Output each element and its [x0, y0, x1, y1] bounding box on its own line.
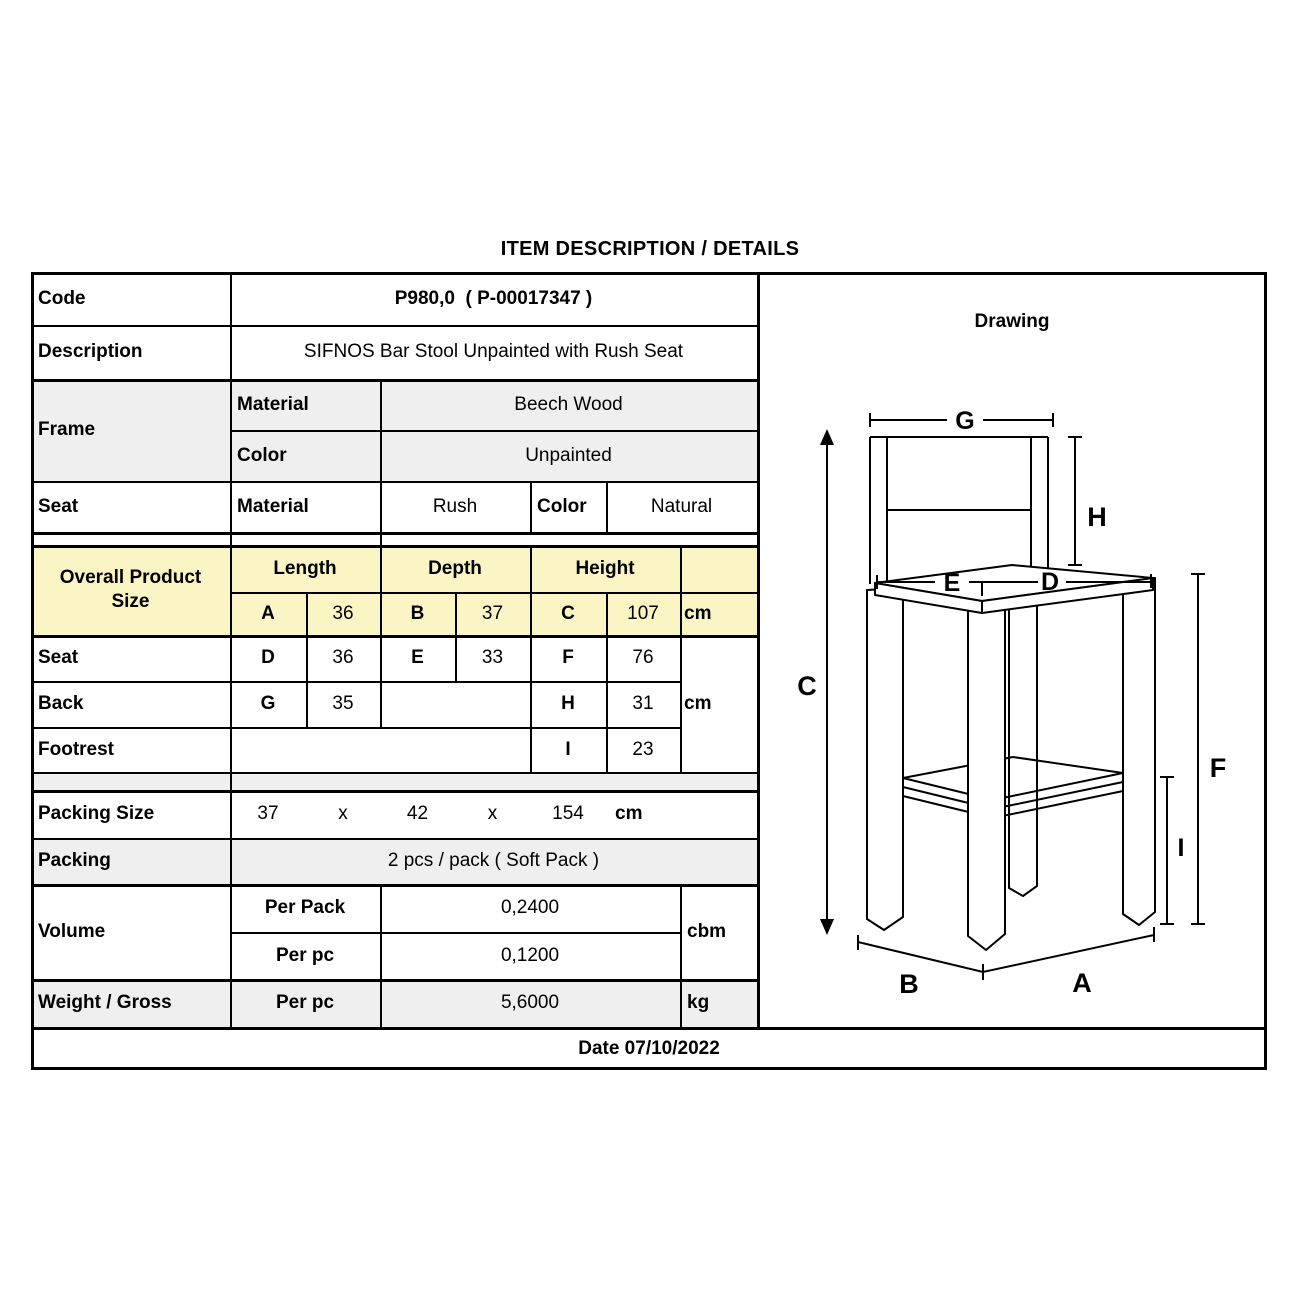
dim-value-A: 36	[332, 602, 354, 624]
dim-letter-D: D	[261, 647, 275, 668]
drawing-title: Drawing	[974, 311, 1050, 332]
dim-label-A: A	[1072, 968, 1092, 998]
stool-back-leg	[1009, 604, 1037, 896]
frame-material-label: Material	[237, 393, 309, 415]
height-header: Height	[575, 557, 635, 579]
seat-material-value: Rush	[432, 495, 478, 517]
overall-unit: cm	[684, 602, 712, 624]
dim-value-I: 23	[632, 738, 654, 760]
volume-per-pc-label: Per pc	[275, 944, 335, 966]
shaded-band	[31, 772, 757, 790]
dim-line-F	[1191, 574, 1205, 924]
dim-label-I: I	[1177, 834, 1185, 862]
size-unit-cm: cm	[684, 692, 712, 714]
frame-label: Frame	[38, 419, 96, 440]
dim-value-C: 107	[627, 602, 659, 624]
packing-size-unit: cm	[615, 803, 643, 824]
dim-label-D: D	[1040, 568, 1060, 596]
back-label: Back	[38, 693, 84, 714]
packing-size-v1: 37	[257, 803, 279, 824]
stool-right-leg	[1123, 578, 1155, 925]
seat-material-label: Material	[237, 495, 309, 517]
code-label: Code	[38, 287, 86, 309]
volume-per-pc-value: 0,1200	[500, 944, 560, 966]
dim-value-F: 76	[632, 647, 654, 668]
description-value: SIFNOS Bar Stool Unpainted with Rush Seat	[303, 341, 684, 362]
packing-size-label: Packing Size	[38, 803, 155, 824]
volume-per-pack-label: Per Pack	[264, 897, 346, 918]
weight-label: Weight / Gross	[38, 992, 172, 1013]
stool-drawing	[757, 272, 1267, 1027]
dim-letter-B: B	[410, 602, 425, 624]
seat-color-value: Natural	[650, 495, 713, 517]
dim-value-B: 37	[481, 602, 504, 624]
overall-size-label	[31, 545, 230, 635]
footrest-label: Footrest	[38, 738, 114, 760]
packing-size-v2: 42	[406, 803, 429, 824]
packing-size-x1: x	[338, 803, 348, 824]
grid-line	[31, 772, 757, 774]
description-label: Description	[38, 341, 143, 362]
frame-color-value: Unpainted	[525, 444, 612, 466]
dim-letter-E: E	[411, 647, 424, 668]
seat-dims-label: Seat	[38, 647, 79, 668]
page-title: ITEM DESCRIPTION / DETAILS	[500, 238, 800, 260]
dim-value-G: 35	[332, 693, 354, 714]
dim-label-G: G	[955, 407, 975, 435]
packing-size-x2: x	[487, 803, 498, 824]
dim-label-F: F	[1209, 753, 1227, 783]
weight-per-pc-label: Per pc	[275, 992, 335, 1013]
dim-letter-F: F	[562, 647, 574, 668]
dim-arrow-C-bottom	[820, 919, 834, 935]
dim-value-D: 36	[332, 647, 354, 668]
grid-line	[31, 532, 757, 535]
packing-label: Packing	[38, 850, 111, 871]
frame-material-value: Beech Wood	[514, 393, 623, 415]
packing-value: 2 pcs / pack ( Soft Pack )	[387, 850, 600, 871]
dim-letter-I: I	[565, 738, 571, 760]
dim-arrow-C-top	[820, 429, 834, 445]
size-label-line1: Overall Product	[59, 567, 202, 588]
dim-letter-A: A	[261, 602, 275, 624]
weight-unit: kg	[687, 992, 710, 1013]
date-text: Date 07/10/2022	[578, 1037, 720, 1059]
dim-line-I	[1160, 777, 1174, 924]
weight-value: 5,6000	[500, 992, 560, 1013]
item-details-table	[31, 272, 1267, 1070]
depth-header: Depth	[428, 557, 482, 579]
dim-letter-H: H	[561, 693, 575, 714]
dim-letter-G: G	[260, 693, 276, 714]
dim-label-H: H	[1087, 502, 1107, 532]
packing-size-v3: 154	[552, 803, 584, 824]
dim-line-H	[1068, 437, 1082, 565]
volume-per-pack-value: 0,2400	[500, 897, 560, 918]
dim-label-E: E	[943, 569, 961, 597]
code-value: P980,0 ( P-00017347 )	[394, 287, 593, 309]
seat-label: Seat	[38, 495, 79, 517]
volume-label: Volume	[38, 920, 106, 942]
stool-backrest	[870, 437, 1048, 584]
length-header: Length	[273, 557, 337, 579]
seat-color-label: Color	[537, 495, 587, 517]
volume-unit: cbm	[687, 920, 727, 942]
dim-label-C: C	[797, 671, 817, 701]
stool-front-leg	[968, 606, 1005, 950]
dim-value-E: 33	[481, 647, 504, 668]
dim-value-H: 31	[632, 693, 654, 714]
size-label-line2: Size	[111, 591, 150, 612]
dim-label-B: B	[899, 969, 919, 999]
stool-left-leg	[867, 588, 903, 930]
dim-letter-C: C	[561, 602, 575, 624]
frame-color-label: Color	[237, 444, 287, 466]
